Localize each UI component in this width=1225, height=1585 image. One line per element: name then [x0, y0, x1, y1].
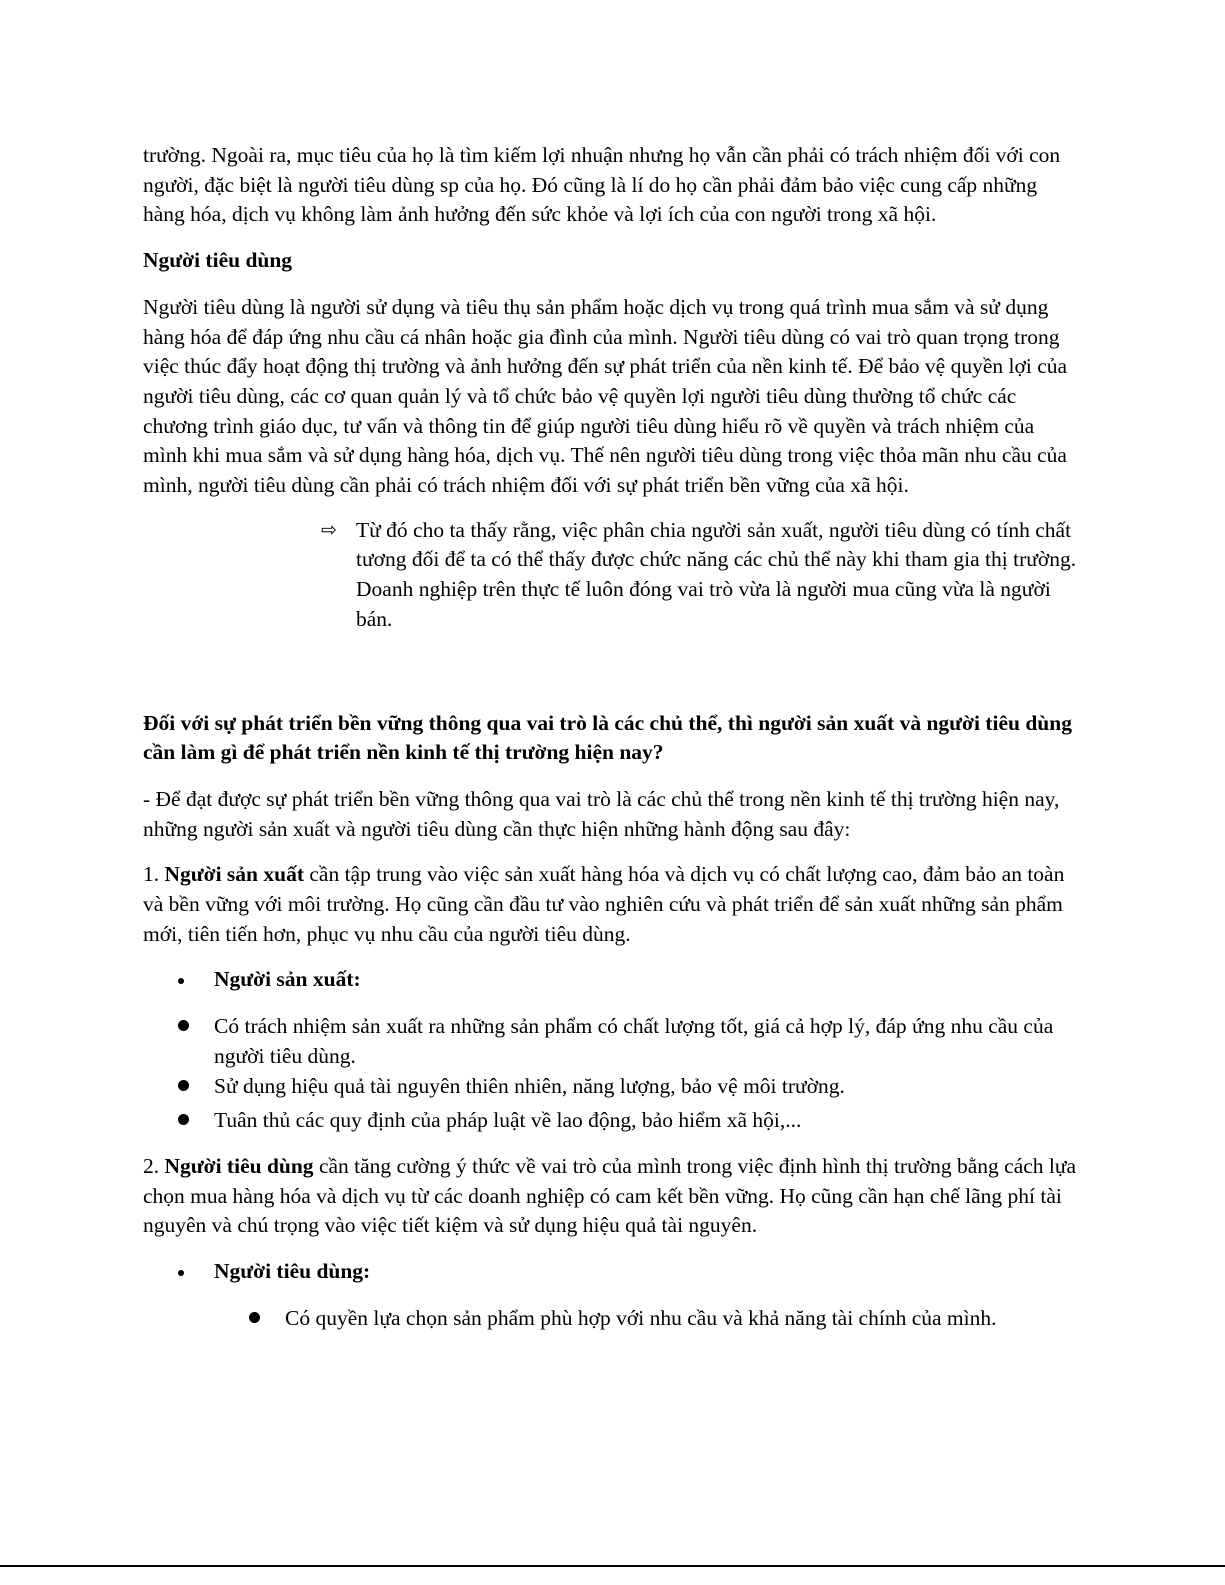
intro-paragraph: trường. Ngoài ra, mục tiêu của họ là tìm kiếm lợi nhuận nhưng họ vẫn cần phải có trách nhiệm đối với con người, đặc biệt là người tiêu dùng sp của họ. Đó cũng là lí do họ cần phải đảm bảo việc cung cấp những hàng hóa, dịch vụ không làm ảnh hưởng đến sức khỏe và lợi ích của con người trong xã hội. — [143, 143, 1061, 227]
bullet-icon — [178, 1270, 184, 1276]
bullet-icon — [178, 1080, 189, 1091]
list-item — [143, 1304, 1078, 1334]
point-2 — [143, 1152, 1078, 1241]
list-item — [143, 1012, 1078, 1071]
answer-intro: - Để đạt được sự phát triển bền vững thông qua vai trò là các chủ thể trong nền kinh tế thị trường hiện nay, những người sản xuất và người tiêu dùng cần thực hiện những hành động sau đây: — [143, 786, 1060, 841]
producer-list — [143, 965, 1078, 1136]
page-divider — [0, 1565, 1225, 1567]
consumer-item-text: Có quyền lựa chọn sản phẩm phù hợp với nhu cầu và khả năng tài chính của mình. — [285, 1305, 997, 1330]
producer-list-heading: Người sản xuất: — [214, 967, 361, 992]
conclusion-text: Từ đó cho ta thấy rằng, việc phân chia người sản xuất, người tiêu dùng có tính chất tương đối để ta có thể thấy được chức năng các chủ thể này khi tham gia thị trường. Doanh nghiệp trên thực tế luôn đóng vai trò vừa là người mua cũng vừa là người bán. — [356, 517, 1077, 631]
bullet-icon — [178, 1114, 189, 1125]
point-2-rest: cần tăng cường ý thức về vai trò của mình trong việc định hình thị trường bằng cách lựa chọn mua hàng hóa và dịch vụ từ các doanh nghiệp có cam kết bền vững. Họ cũng cần hạn chế lãng phí tài nguyên và chú trọng vào việc tiết kiệm và sử dụng hiệu quả tài nguyên. — [143, 1153, 1077, 1238]
consumer-list-heading: Người tiêu dùng: — [214, 1259, 371, 1284]
point-1-bold: Người sản xuất — [164, 862, 304, 887]
list-item — [143, 1072, 1078, 1102]
consumer-heading: Người tiêu dùng — [143, 248, 293, 273]
conclusion-block — [321, 516, 1078, 635]
document-body — [143, 141, 1078, 1334]
bullet-icon — [249, 1312, 260, 1323]
list-item — [143, 965, 1078, 995]
producer-item-text: Tuân thủ các quy định của pháp luật về lao động, bảo hiểm xã hội,... — [214, 1108, 802, 1133]
producer-item-text: Có trách nhiệm sản xuất ra những sản phẩm có chất lượng tốt, giá cả hợp lý, đáp ứng nhu cầu của người tiêu dùng. — [214, 1014, 1054, 1068]
list-item — [143, 1257, 1078, 1287]
point-1-rest: cần tập trung vào việc sản xuất hàng hóa và dịch vụ có chất lượng cao, đảm bảo an toàn và bền vững với môi trường. Họ cũng cần đầu tư vào nghiên cứu và phát triển để sản xuất những sản phẩm mới, tiên tiến hơn, phục vụ nhu cầu của người tiêu dùng. — [143, 862, 1065, 946]
arrow-right-icon: ⇨ — [321, 519, 337, 541]
list-item — [143, 1106, 1078, 1136]
point-1 — [143, 860, 1078, 949]
consumer-list — [143, 1257, 1078, 1287]
question-heading: Đối với sự phát triển bền vững thông qua vai trò là các chủ thể, thì người sản xuất và người tiêu dùng cần làm gì để phát triển nền kinh tế thị trường hiện nay? — [143, 710, 1072, 765]
point-2-bold: Người tiêu dùng — [164, 1153, 314, 1178]
producer-item-text: Sử dụng hiệu quả tài nguyên thiên nhiên, năng lượng, bảo vệ môi trường. — [214, 1073, 845, 1098]
point-1-number: 1. — [143, 862, 165, 887]
consumer-sublist — [143, 1304, 1078, 1334]
consumer-paragraph: Người tiêu dùng là người sử dụng và tiêu thụ sản phẩm hoặc dịch vụ trong quá trình mua sắm và sử dụng hàng hóa để đáp ứng nhu cầu cá nhân hoặc gia đình của mình. Người tiêu dùng có vai trò quan trọng trong việc thúc đẩy hoạt động thị trường và ảnh hưởng đến sự phát triển của nền kinh tế. Để bảo vệ quyền lợi của người tiêu dùng, các cơ quan quản lý và tổ chức bảo vệ quyền lợi người tiêu dùng thường tổ chức các chương trình giáo dục, tư vấn và thông tin để giúp người tiêu dùng hiểu rõ về quyền và trách nhiệm của mình khi mua sắm và sử dụng hàng hóa, dịch vụ. Thế nên người tiêu dùng trong việc thỏa mãn nhu cầu của mình, người tiêu dùng cần phải có trách nhiệm đối với sự phát triển bền vững của xã hội. — [143, 294, 1068, 498]
spacer — [143, 635, 1078, 709]
bullet-icon — [178, 978, 184, 984]
point-2-number: 2. — [143, 1153, 165, 1178]
bullet-icon — [178, 1020, 189, 1031]
